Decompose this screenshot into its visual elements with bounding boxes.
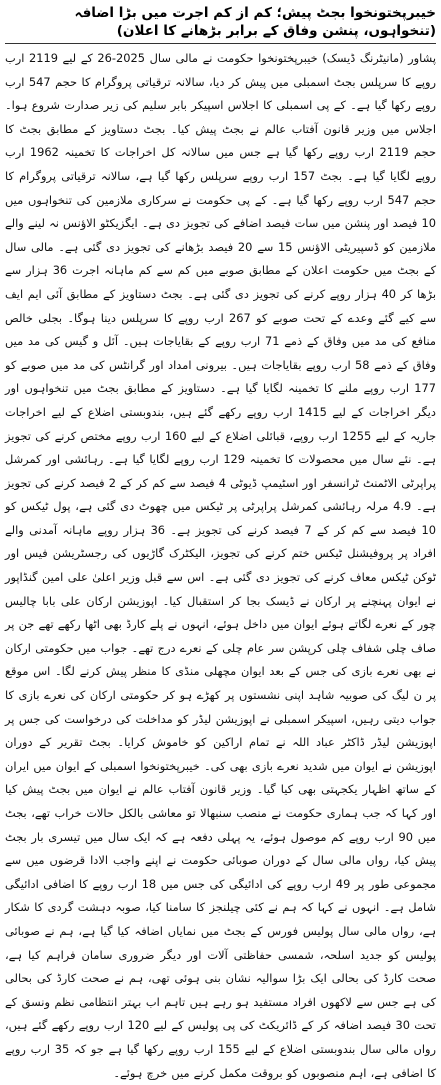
- headline-divider: [5, 43, 436, 44]
- article-body: پشاور (مانیٹرنگ ڈیسک) خیبرپختونخوا حکومت نے مالی سال 2025-26 کے لیے 2119 ارب روپے کا سرپلس بجٹ اسمبلی میں پیش کر دیا، سالانہ ترقیاتی پروگرام کا حجم 547 ارب روپے رکھا گیا ہے۔ کے پی اسمبلی کا اجلاس اسپیکر بابر سلیم کی زیر صدارت شروع ہوا۔ اجلاس میں وزیر قانون آفتاب عالم نے بجٹ پیش کیا۔ بجٹ دستاویز کے مطابق بجٹ کا حجم 2119 ارب روپے رکھا گیا ہے جس میں سالانہ کل اخراجات کا تخمینہ 1962 ارب روپے لگایا گیا ہے۔ بجٹ 157 ارب روپے سرپلس رکھا گیا ہے، سالانہ ترقیاتی پروگرام کا حجم 547 ارب روپے رکھا گیا ہے۔ کے پی حکومت نے سرکاری ملازمین کی تنخواہوں میں 10 فیصد اور پنشن میں سات فیصد اضافے کی تجویز دی ہے۔ ایگزیکٹو الاؤنس نہ لینے والے ملازمین کو ڈسپیریٹی الاؤنس 15 سے 20 فیصد بڑھانے کی تجویز دی گئی ہے۔ مالی سال کے بجٹ میں حکومت اعلان کے مطابق صوبے میں کم سے کم ماہانہ اجرت 36 ہزار سے بڑھا کر 40 ہزار روپے کرنے کی تجویز دی گئی ہے۔ بجٹ دستاویز کے مطابق آئی ایم ایف سے کیے گئے وعدے کے تحت صوبے کو 267 ارب روپے کا سرپلس دینا ہوگا۔ بجلی خالص منافع کی مد میں وفاق کے ذمے 71 ارب روپے کے بقایاجات ہیں۔ آئل و گیس کی مد میں وفاق کے ذمے 58 ارب روپے بقایاجات ہیں۔ بیرونی امداد اور گرانٹس کی مد میں صوبے کو 177 ارب روپے ملنے کا تخمینہ لگایا گیا ہے۔ دستاویز کے مطابق بجٹ میں تنخواہوں اور دیگر اخراجات کے لیے 1415 ارب روپے رکھے گئے ہیں، بندوبستی اضلاع کے لیے اخراجات جاریہ کے لیے 1255 ارب روپے، قبائلی اضلاع کے لیے 160 ارب روپے مختص کرنے کی تجویز ہے۔ نئے سال میں محصولات کا تخمینہ 129 ارب روپے لگایا گیا ہے۔ رہائشی اور کمرشل پراپرٹی الاٹمنٹ ٹرانسفر اور اسٹیمپ ڈیوٹی 4 فیصد سے کم کر کے 2 فیصد کرنے کی تجویز ہے۔ 4.9 مرلہ رہائشی کمرشل پراپرٹی پر ٹیکس میں چھوٹ دی گئی ہے، پول ٹیکس کو 10 فیصد سے کم کر کے 7 فیصد کرنے کی تجویز ہے۔ 36 ہزار روپے ماہانہ آمدنی والے افراد پر پروفیشنل ٹیکس ختم کرنے کی تجویز، الیکٹرک گاڑیوں کی رجسٹریشن فیس اور ٹوکن ٹیکس معاف کرنے کی تجویز دی گئی ہے۔ اس سے قبل وزیر اعلیٰ علی امین گنڈاپور نے ایوان پہنچنے پر ارکان نے ڈیسک بجا کر استقبال کیا۔ اپوزیشن ارکان علی بابا چالیس چور کے نعرے لگاتے ہوئے ایوان میں داخل ہوئے، انہوں نے پلے کارڈ بھی اٹھا رکھے تھے جن پر صاف چلی شفاف چلی کرپشن سر عام چلی کے نعرے درج تھے۔ جواب میں حکومتی ارکان نے بھی نعرے بازی کی جس کے بعد ایوان مچھلی منڈی کا منظر پیش کرنے لگا۔ اس موقع پر ن لیگ کی صوبیہ شاہد اپنی نشستوں پر کھڑے ہو کر حکومتی ارکان کی نعرے بازی کا جواب دیتی رہیں، اسپیکر اسمبلی نے اپوزیشن لیڈر کو مداخلت کی درخواست کی جس پر اپوزیشن لیڈر ڈاکٹر عباد اللہ نے تمام اراکین کو خاموش کرایا۔ بجٹ تقریر کے دوران اپوزیشن نے ایوان میں شدید نعرے بازی بھی کی۔ خیبرپختونخوا اسمبلی کے ایوان میں ایران کے ساتھ اظہار یکجہتی بھی کیا گیا۔ وزیر قانون آفتاب عالم نے ایوان میں بجٹ پیش کیا اور کہا کہ جب ہماری حکومت نے منصب سنبھالا تو معاشی بالکل حالات خراب تھے، بجٹ میں 90 ارب روپے کم موصول ہوئے، یہ پہلی دفعہ ہے کہ ایک سال میں تیسری بار بجٹ پیش کیا، رواں مالی سال کے دوران صوبائی حکومت نے اپنے واجب الادا قرضوں میں سے مجموعی طور پر 49 ارب روپے کی ادائیگی کی جس میں 18 ارب روپے کا اضافی ادائیگی شامل ہے۔ انہوں نے کہا کہ ہم نے کئی چیلنجز کا سامنا کیا، صوبہ دہشت گردی کا شکار ہے، رواں مالی سال پولیس فورس کے بجٹ میں نمایاں اضافہ کیا گیا ہے، ہم نے صوبائی پولیس کو جدید اسلحہ، شمسی حفاظتی آلات اور دیگر ضروری سامان فراہم کیا ہے، صحت کارڈ کی بحالی ایک بڑا سوالیہ نشان بنی ہوئی تھی، ہم نے صحت کارڈ کی بحالی کی ہے جس سے لاکھوں افراد مستفید ہو رہے ہیں تاہم اب بہتر انتظامی نظم ونسق کے تحت 30 فیصد اضافہ کر کے ڈائریکٹ کی پی پولیس کے لیے 120 ارب روپے رکھے گئے ہیں، رواں مالی سال بندوبستی اضلاع کے لیے 155 ارب روپے رکھا گیا ہے جو کہ 35 ارب روپے کا اضافی ہے، اہم منصوبوں کو بروقت مکمل کرنے میں خرچ ہوئے۔: [5, 51, 437, 1080]
- article-headline: خیبرپختونخوا بجٹ پیش؛ کم از کم اجرت میں بڑا اضافہ (تنخواہوں، پنشن وفاق کے برابر بڑھانے کا اعلان): [74, 5, 436, 39]
